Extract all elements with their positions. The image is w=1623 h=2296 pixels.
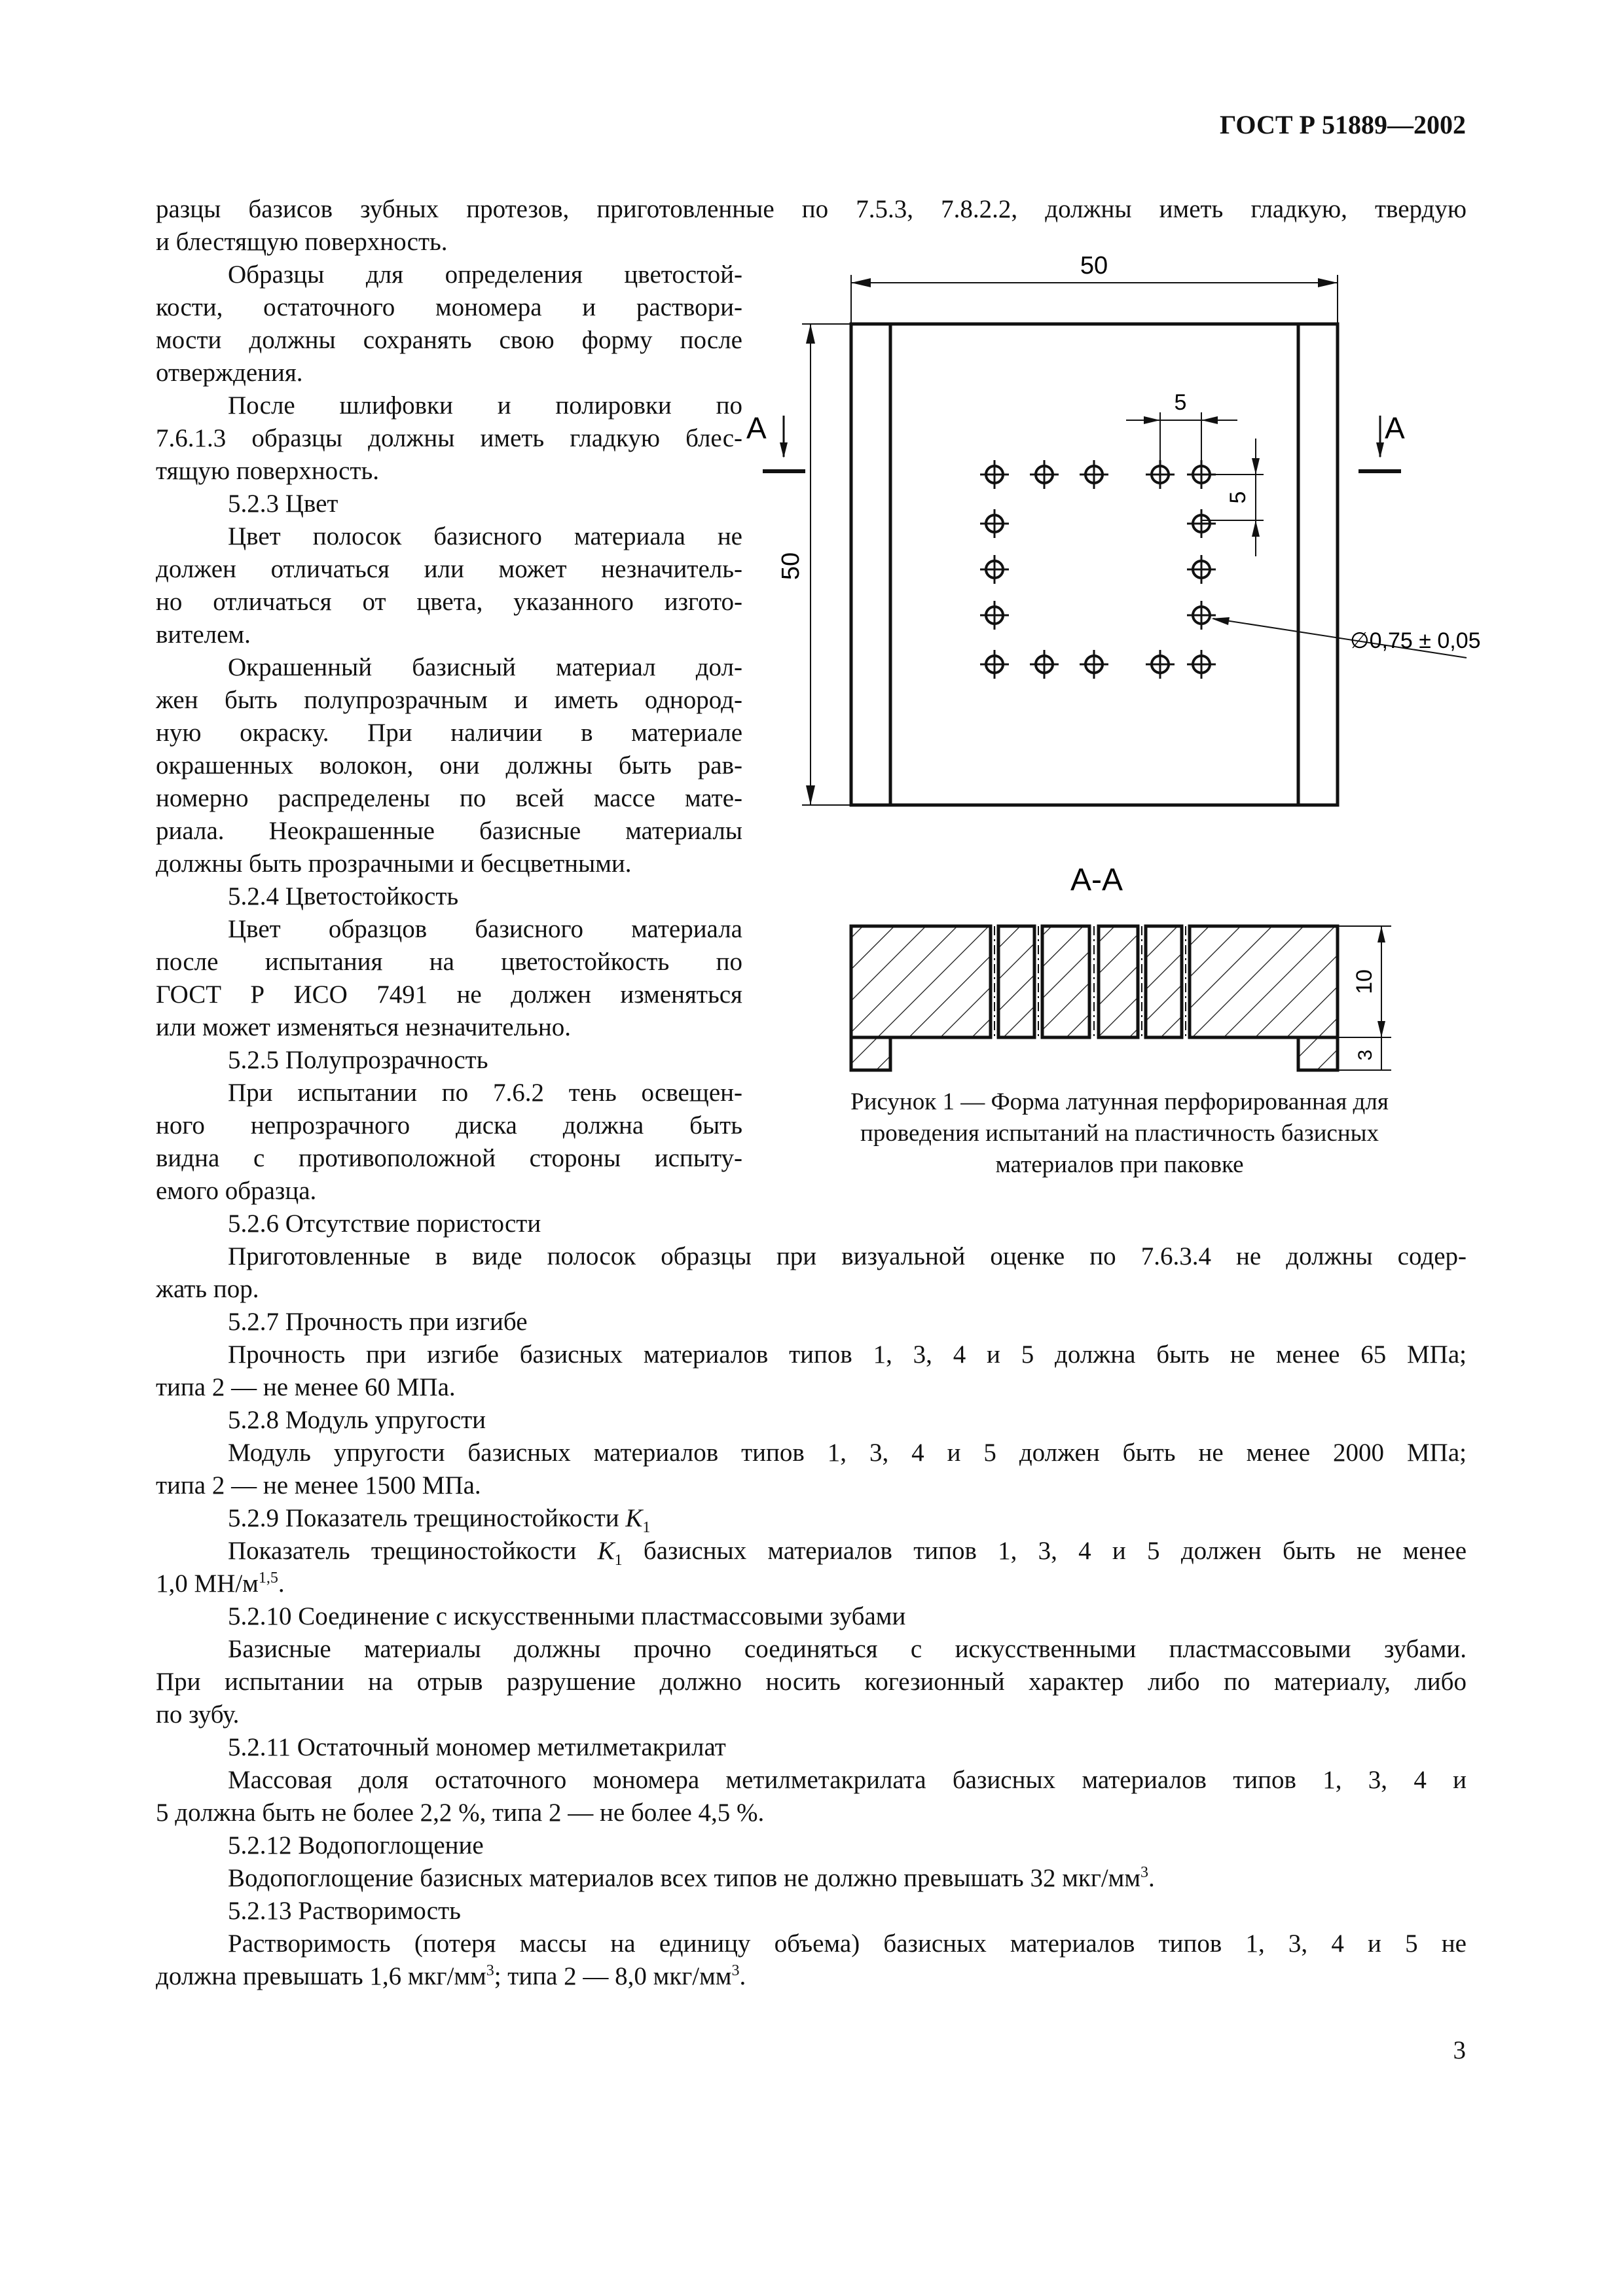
heading-5-2-3: 5.2.3 Цвет [228, 490, 338, 518]
paragraph-polish-2: 7.6.1.3 образцы должны иметь гладкую блес- [156, 424, 742, 452]
lower-body [156, 1208, 1467, 1993]
paragraph-crack-2 [156, 1568, 1467, 1600]
paragraph-shape-3: мости должны сохранять свою форму после [156, 326, 742, 354]
paragraph-solubility-1: Растворимость (потеря массы на единицу объема) базисных материалов типов 1, 3, 4 и 5 не [228, 1929, 1467, 1958]
water-end: . [1148, 1864, 1155, 1892]
paragraph-color-2: должен отличаться или может незначитель- [156, 555, 742, 583]
paragraph-dyed-2: жен быть полупрозрачным и иметь однород- [156, 686, 742, 714]
dim-pitch-y-label: 5 [1226, 491, 1250, 504]
heading-5-2-5: 5.2.5 Полупрозрачность [228, 1046, 488, 1074]
section-mark-right: А [1385, 411, 1405, 445]
perforation-holes [980, 460, 1216, 679]
paragraph-shape-1: Образцы для определения цветостой- [228, 260, 742, 289]
paragraph-polish-3: тящую поверхность. [156, 457, 379, 485]
dim-height-label: 50 [777, 552, 805, 581]
paragraph-porosity-1: Приготовленные в виде полосок образцы при визуальной оценке по 7.6.3.4 не должны содер- [228, 1242, 1467, 1270]
perforation-hole [980, 555, 1009, 584]
perforation-hole [1030, 460, 1059, 489]
dim-foot-label: 3 [1355, 1049, 1376, 1061]
paragraph-monomer-2: 5 должна быть не более 2,2 %, типа 2 — не более 4,5 %. [156, 1799, 765, 1827]
perforation-hole [1030, 650, 1059, 679]
section-title: А-А [1070, 863, 1123, 897]
paragraph-colorfast-3: ГОСТ Р ИСО 7491 не должен изменяться [156, 980, 742, 1009]
paragraph-bond-1: Базисные материалы должны прочно соединяться с искусственными пластмассовыми зубами. [228, 1635, 1467, 1663]
solubility-exponent-b: 3 [731, 1962, 740, 1979]
perforation-hole [980, 509, 1009, 538]
heading-5-2-6: 5.2.6 Отсутствие пористости [228, 1210, 541, 1238]
hole-diameter-label: ∅0,75 ± 0,05 [1350, 628, 1481, 653]
dim-pitch-x-label: 5 [1174, 390, 1187, 415]
k-subscript: 1 [642, 1518, 651, 1536]
paragraph-polish-1: После шлифовки и полировки по [228, 391, 742, 420]
paragraph-modulus-2: типа 2 — не менее 1500 МПа. [156, 1471, 481, 1499]
paragraph-colorfast-2: после испытания на цветостойкость по [156, 948, 742, 976]
heading-5-2-9 [156, 1502, 1467, 1535]
perforation-hole [1187, 650, 1216, 679]
water-text: Водопоглощение базисных материалов всех типов не должно превышать 32 мкг/мм [228, 1864, 1141, 1892]
perforation-hole [1146, 650, 1175, 679]
heading-5-2-13: 5.2.13 Растворимость [228, 1897, 461, 1925]
paragraph-shape-4: отверждения. [156, 359, 303, 387]
left-column [156, 259, 742, 1208]
paragraph-dyed-6: риала. Неокрашенные базисные материалы [156, 817, 742, 845]
heading-5-2-8: 5.2.8 Модуль упругости [228, 1406, 486, 1434]
solubility-exponent-a: 3 [486, 1962, 494, 1979]
perforation-hole [980, 460, 1009, 489]
k-subscript-inline: 1 [614, 1551, 623, 1569]
figure-perforated-form [746, 249, 1481, 1061]
dim-width-label: 50 [1080, 252, 1108, 279]
paragraph-color-1: Цвет полосок базисного материала не [228, 522, 742, 550]
perforation-hole [1187, 555, 1216, 584]
paragraph-dyed-4: окрашенных волокон, они должны быть рав- [156, 751, 742, 780]
figure-caption-line-2: проведения испытаний на пластичность базисных [860, 1120, 1379, 1147]
paragraph-translucent-2: ного непрозрачного диска должна быть [156, 1111, 742, 1139]
paragraph-colorfast-1: Цвет образцов базисного материала [228, 915, 742, 943]
crack-exponent: 1,5 [258, 1570, 278, 1587]
heading-5-2-4: 5.2.4 Цветостойкость [228, 882, 459, 910]
paragraph-translucent-4: емого образца. [156, 1177, 317, 1205]
figure-caption-line-3: материалов при паковке [995, 1151, 1244, 1178]
perforation-hole [980, 601, 1009, 630]
dim-thickness-label: 10 [1352, 969, 1377, 994]
paragraph-water [156, 1862, 1467, 1895]
crack-text-b: базисных материалов типов 1, 3, 4 и 5 должен быть не менее [643, 1537, 1467, 1565]
perforation-hole [1080, 460, 1108, 489]
crack-text-a: Показатель трещиностойкости [228, 1537, 577, 1565]
heading-5-2-10: 5.2.10 Соединение с искусственными пластмассовыми зубами [228, 1602, 906, 1630]
paragraph-dyed-3: ную окраску. При наличии в материале [156, 719, 742, 747]
paragraph-porosity-2: жать пор. [156, 1275, 259, 1303]
solubility-text-a: должна превышать 1,6 мкг/мм [156, 1962, 486, 1990]
heading-5-2-7: 5.2.7 Прочность при изгибе [228, 1308, 528, 1336]
paragraph-dyed-7: должны быть прозрачными и бесцветными. [156, 850, 632, 878]
figure-caption-line-1: Рисунок 1 — Форма латунная перфорированная для [850, 1088, 1389, 1115]
paragraph-dyed-5: номерно распределены по всей массе мате- [156, 784, 742, 812]
figure-caption [773, 1086, 1467, 1181]
paragraph-intro-line-1: разцы базисов зубных протезов, приготовленные по 7.5.3, 7.8.2.2, должны иметь гладкую, твердую [156, 195, 1467, 223]
heading-5-2-11: 5.2.11 Остаточный мономер метилметакрилат [228, 1733, 726, 1761]
crack-end: . [278, 1570, 285, 1598]
paragraph-monomer-1: Массовая доля остаточного мономера метилметакрилата базисных материалов типов 1, 3, 4 и [228, 1766, 1467, 1794]
heading-5-2-12: 5.2.12 Водопоглощение [228, 1831, 484, 1859]
section-mark-left: А [746, 411, 767, 445]
paragraph-color-3: но отличаться от цвета, указанного изгото- [156, 588, 742, 616]
plan-view [746, 252, 1481, 805]
perforation-hole [1187, 509, 1216, 538]
plan-outline [851, 324, 1338, 805]
paragraph-shape-2: кости, остаточного мономера и раствори- [156, 293, 742, 321]
paragraph-flex-2: типа 2 — не менее 60 МПа. [156, 1373, 456, 1401]
water-exponent: 3 [1140, 1864, 1149, 1881]
paragraph-translucent-1: При испытании по 7.6.2 тень освещен- [228, 1079, 742, 1107]
perforation-hole [980, 650, 1009, 679]
paragraph-bond-2: При испытании на отрыв разрушение должно носить когезионный характер либо по материалу, либо [156, 1668, 1467, 1696]
paragraph-solubility-2 [156, 1960, 1467, 1993]
section-view [851, 863, 1391, 1070]
crack-value: 1,0 МН/м [156, 1570, 259, 1598]
paragraph-intro-line-2: и блестящую поверхность. [156, 228, 448, 256]
perforation-hole [1080, 650, 1108, 679]
perforation-hole [1187, 601, 1216, 630]
k-symbol-inline: K [597, 1537, 615, 1565]
paragraph-dyed-1: Окрашенный базисный материал дол- [228, 653, 742, 681]
paragraph-translucent-3: видна с противоположной стороны испыту- [156, 1144, 742, 1172]
paragraph-colorfast-4: или может изменяться незначительно. [156, 1013, 571, 1041]
solubility-end: . [739, 1962, 746, 1990]
paragraph-modulus-1: Модуль упругости базисных материалов типов 1, 3, 4 и 5 должен быть не менее 2000 МПа; [228, 1439, 1467, 1467]
page-number: 3 [1453, 2036, 1466, 2064]
paragraph-flex-1: Прочность при изгибе базисных материалов типов 1, 3, 4 и 5 должна быть не менее 65 МПа; [228, 1340, 1467, 1369]
paragraph-crack-1 [156, 1535, 1467, 1568]
k-symbol: K [625, 1504, 643, 1532]
paragraph-color-4: вителем. [156, 620, 251, 649]
document-header: ГОСТ Р 51889—2002 [1219, 110, 1466, 139]
solubility-text-b: ; типа 2 — 8,0 мкг/мм [494, 1962, 732, 1990]
heading-5-2-9-text: 5.2.9 Показатель трещиностойкости [228, 1504, 619, 1532]
paragraph-bond-3: по зубу. [156, 1700, 240, 1729]
